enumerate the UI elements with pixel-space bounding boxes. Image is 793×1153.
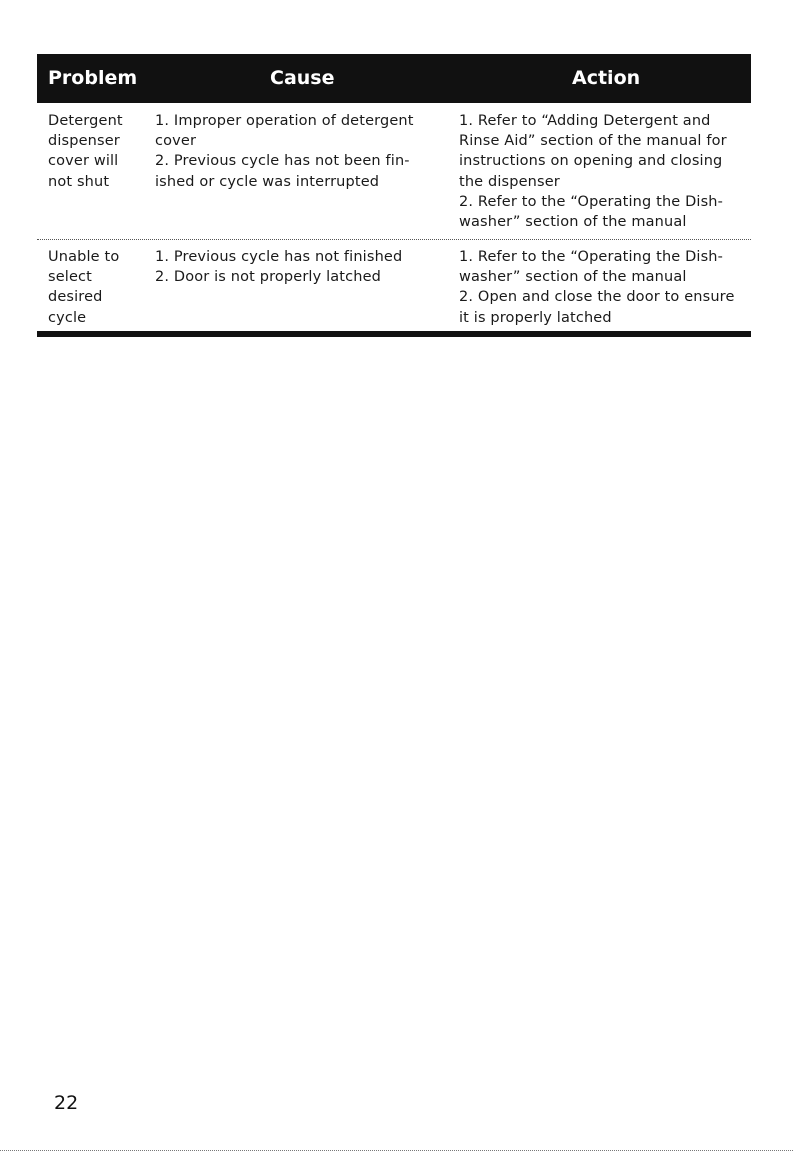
action-line: 2. Open and close the door to ensure [459, 289, 735, 306]
table-bottom-rule [37, 331, 751, 337]
action-line: washer” section of the manual [459, 269, 687, 286]
problem-cell [48, 111, 148, 192]
action-line: Rinse Aid” section of the manual for [459, 133, 727, 150]
problem-cell [48, 247, 148, 328]
cause-line: 1. Improper operation of detergent [155, 113, 414, 129]
problem-line: dispenser [48, 133, 120, 150]
cause-line: 2. Door is not properly latched [155, 269, 382, 286]
cause-line: 1. Previous cycle has not finished [155, 249, 403, 265]
cause-line: cover [155, 133, 197, 150]
troubleshooting-table [37, 54, 751, 334]
problem-line: not shut [48, 173, 110, 190]
cause-cell [155, 111, 445, 192]
problem-line: select [48, 269, 92, 286]
cause-cell [155, 247, 445, 287]
header-action: Action [572, 67, 641, 89]
action-line: instructions on opening and closing [459, 153, 723, 170]
problem-line: Unable to [48, 249, 120, 265]
action-line: it is properly latched [459, 309, 612, 326]
problem-line: cover will [48, 153, 119, 170]
cause-line: ished or cycle was interrupted [155, 173, 380, 190]
action-line: washer” section of the manual [459, 214, 687, 231]
page-number: 22 [54, 1092, 79, 1114]
footer-rule [0, 1150, 793, 1151]
action-cell [459, 111, 749, 232]
table-row [37, 103, 751, 238]
action-line: 1. Refer to “Adding Detergent and [459, 113, 711, 129]
header-problem: Problem [48, 67, 138, 89]
problem-line: Detergent [48, 113, 123, 129]
cause-line: 2. Previous cycle has not been fin- [155, 153, 410, 170]
action-line: 2. Refer to the “Operating the Dish- [459, 193, 724, 210]
problem-line: desired [48, 289, 103, 306]
action-line: the dispenser [459, 173, 560, 190]
action-line: 1. Refer to the “Operating the Dish- [459, 249, 724, 265]
problem-line: cycle [48, 309, 87, 326]
table-header [37, 54, 751, 103]
action-cell [459, 247, 749, 328]
table-row [37, 238, 751, 334]
header-cause: Cause [270, 67, 335, 89]
